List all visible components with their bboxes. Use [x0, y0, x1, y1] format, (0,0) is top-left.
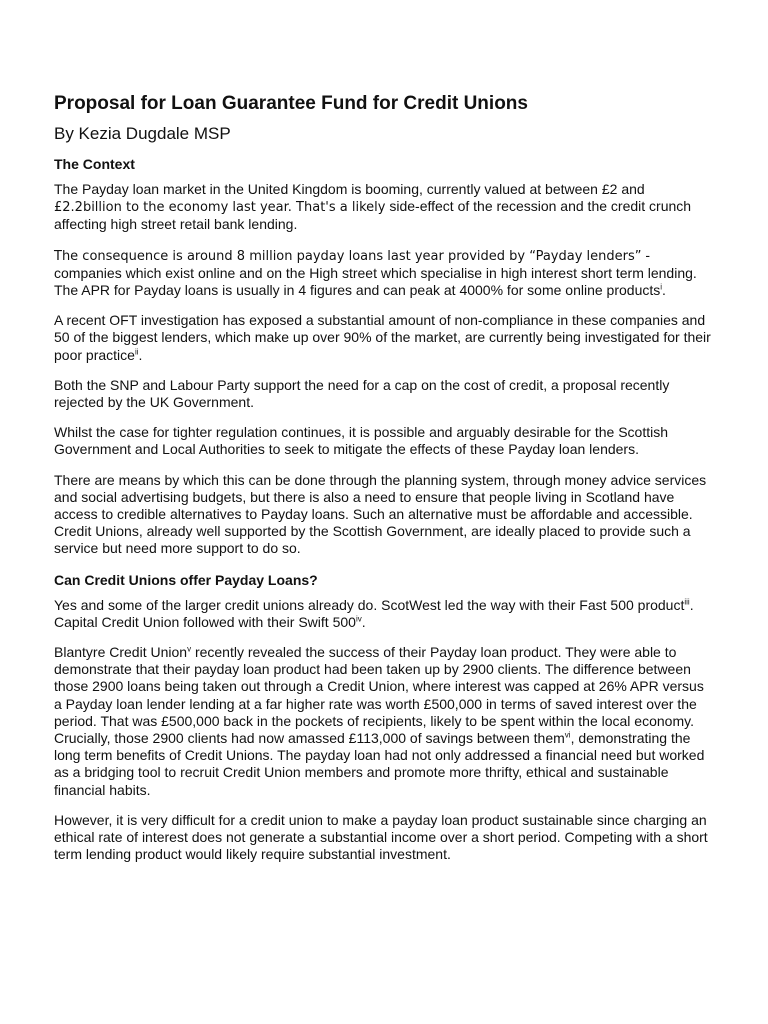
paragraph-scotwest-text-a: Yes and some of the larger credit unions already do. ScotWest led the way with their Fast 500 product	[54, 596, 685, 613]
footnote-ref-iv[interactable]: iv	[355, 614, 362, 624]
paragraph-blantyre-text-a: Blantyre Credit Union	[54, 644, 188, 661]
section-heading-context: The Context	[54, 156, 135, 172]
section-heading-payday: Can Credit Unions offer Payday Loans?	[54, 571, 318, 588]
paragraph-oft	[54, 312, 714, 364]
paragraph-consequence-end: .	[662, 282, 666, 299]
document-title: Proposal for Loan Guarantee Fund for Credit Unions	[54, 93, 528, 114]
paragraph-market-text-a: The Payday loan market in the United Kingdom is booming, currently valued at between £2 and	[54, 181, 645, 197]
paragraph-blantyre-text-b: recently revealed the success of their Payday loan product. They were able to demonstrate that their payday loan product had been taken up by 2900 clients. The difference between those 2900 loans being taken out through a Credit Union, where interest was capped at 26% APR versus a Payday loan lender lending at a far higher rate was worth £500,000 in terms of saved interest over the period. That was £500,000 back in the pockets of recipients, likely to be spent within the local economy. Crucially, those 2900 clients had now amassed £113,000 of savings between them	[54, 644, 704, 747]
document-byline: By Kezia Dugdale MSP	[54, 124, 231, 143]
footnote-ref-v[interactable]: v	[187, 644, 192, 654]
paragraph-scotwest-end: .	[361, 613, 366, 630]
paragraph-oft-text: A recent OFT investigation has exposed a substantial amount of non-compliance in these companies and 50 of the biggest lenders, which make up over 90% of the market, are currently being investigated for their poor practice	[54, 312, 711, 363]
paragraph-regulation: Whilst the case for tighter regulation continues, it is possible and arguably desirable for the Scottish Government and Local Authorities to seek to mitigate the effects of these Payday loan lenders.	[54, 424, 668, 458]
paragraph-scotwest-text-b: . Capital Credit Union followed with their Swift 500	[54, 596, 694, 630]
paragraph-blantyre	[54, 644, 714, 799]
footnote-ref-vi[interactable]: vi	[564, 730, 571, 740]
document-page	[54, 92, 714, 877]
paragraph-consequence-text-a: The consequence is around 8 million payday loans last year provided by “Payday lenders”	[54, 248, 642, 264]
paragraph-consequence-text-b: - companies which exist online and on the High street which specialise in high interest short term lending. The APR for Payday loans is usually in 4 figures and can peak at 4000% for some online products	[54, 246, 697, 299]
paragraph-blantyre-text-c: , demonstrating the long term benefits of Credit Unions. The payday loan had not only addressed a financial need but worked as a bridging tool to recruit Credit Union members and promote more thrifty, ethical and sustainable financial habits.	[54, 730, 705, 798]
paragraph-scotwest	[54, 597, 714, 631]
footnote-ref-iii[interactable]: iii	[684, 597, 690, 606]
paragraph-market	[54, 181, 714, 234]
paragraph-oft-end: .	[138, 346, 143, 363]
paragraph-consequence	[54, 247, 714, 300]
paragraph-alternatives: There are means by which this can be done through the planning system, through money advice services and social advertising budgets, but there is also a need to ensure that people living in Scotland have access to credible alternatives to Payday loans. Such an alternative must be affordable and accessible. Credit Unions, already well supported by the Scottish Government, are ideally placed to provide such a service but need more support to do so.	[54, 471, 707, 557]
footnote-ref-ii[interactable]: ii	[134, 346, 139, 356]
paragraph-cap: Both the SNP and Labour Party support the need for a cap on the cost of credit, a proposal recently rejected by the UK Government.	[54, 376, 670, 411]
paragraph-market-text-b: £2.2billion to the economy last year. That's a likely	[54, 200, 386, 216]
footnote-ref-i[interactable]: i	[660, 282, 663, 292]
paragraph-sustainability: However, it is very difficult for a credit union to make a payday loan product sustainable since charging an ethical rate of interest does not generate a substantial income over a short period. Competing with a short term lending product would likely require substantial investment.	[54, 811, 708, 863]
paragraph-market-text-c: side-effect of the recession and the credit crunch affecting high street retail bank lending.	[54, 198, 692, 233]
